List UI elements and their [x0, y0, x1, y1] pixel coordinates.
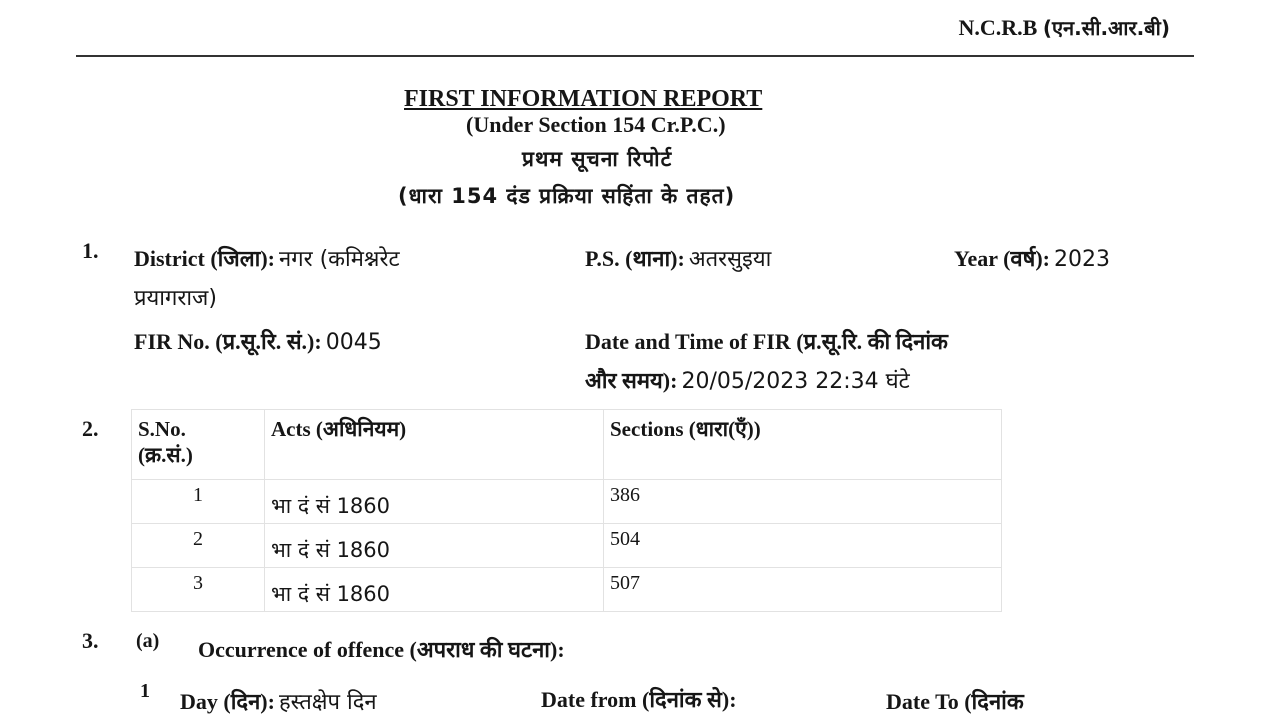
- acts-sections-table: [131, 409, 1002, 612]
- occurrence-item-number: 1: [140, 680, 150, 702]
- act-value: भा दं सं 1860: [271, 538, 391, 562]
- year-label: Year (वर्ष):: [954, 246, 1051, 271]
- sno-cell: [132, 480, 265, 524]
- act-cell: [265, 524, 604, 568]
- sections-header-text: Sections (धारा(एँ)): [610, 417, 761, 441]
- district-field: [134, 243, 400, 273]
- section-cell: [604, 480, 1002, 524]
- fir-datetime-field: [585, 365, 910, 395]
- header-divider: [76, 55, 1194, 57]
- sno-value: 2: [193, 528, 203, 550]
- district-label: District (जिला):: [134, 246, 275, 271]
- ncrb-hi: (एन.सी.आर.बी): [1042, 16, 1170, 40]
- act-value: भा दं सं 1860: [271, 494, 391, 518]
- fir-datetime-label-cont: और समय):: [585, 368, 678, 393]
- section-2-number: 2.: [82, 416, 99, 441]
- sno-header: [132, 410, 265, 480]
- district-value-cont: प्रयागराज): [134, 286, 217, 311]
- ncrb-en: N.C.R.B: [958, 15, 1038, 40]
- act-cell: [265, 568, 604, 612]
- section-value: 507: [610, 572, 640, 594]
- ps-value: अतरसुइया: [688, 247, 772, 272]
- section-3-sub: (a): [136, 630, 160, 652]
- sno-cell: [132, 524, 265, 568]
- occurrence-label: Occurrence of offence (अपराध की घटना):: [198, 637, 565, 662]
- document-title: FIRST INFORMATION REPORT: [404, 86, 763, 112]
- table-row: [132, 568, 1002, 612]
- section-1-number: 1.: [82, 238, 99, 263]
- district-value: नगर (कमिश्नरेट: [278, 247, 400, 272]
- sno-value: 3: [193, 572, 203, 594]
- sections-header: [604, 410, 1002, 480]
- fir-number-field: [134, 326, 382, 356]
- document-subtitle: (Under Section 154 Cr.P.C.): [466, 112, 726, 137]
- year-field: [954, 243, 1110, 273]
- sno-header-en: S.No.: [138, 417, 186, 441]
- fir-datetime-value: 20/05/2023 22:34 घंटे: [681, 369, 910, 394]
- year-value: 2023: [1054, 247, 1111, 272]
- act-cell: [265, 480, 604, 524]
- fir-no-label: FIR No. (प्र.सू.रि. सं.):: [134, 329, 322, 354]
- sno-cell: [132, 568, 265, 612]
- acts-header-text: Acts (अधिनियम): [271, 417, 407, 441]
- date-to-label: Date To (दिनांक: [886, 689, 1024, 714]
- fir-datetime-label: Date and Time of FIR (प्र.सू.रि. की दिनांक: [585, 329, 948, 354]
- document-title-hindi: प्रथम सूचना रिपोर्ट: [522, 147, 673, 171]
- ncrb-header: [959, 14, 1171, 41]
- section-value: 504: [610, 528, 640, 550]
- section-3-number: 3.: [82, 628, 99, 653]
- fir-no-value: 0045: [325, 330, 382, 355]
- acts-header: [265, 410, 604, 480]
- day-value: हस्तक्षेप दिन: [278, 690, 377, 715]
- date-from-label: Date from (दिनांक से):: [541, 687, 737, 712]
- table-header-row: [132, 410, 1002, 480]
- police-station-field: [585, 243, 771, 273]
- table-row: [132, 524, 1002, 568]
- sno-header-hi: (क्र.सं.): [138, 443, 193, 468]
- day-label: Day (दिन):: [180, 689, 275, 714]
- act-value: भा दं सं 1860: [271, 582, 391, 606]
- sno-value: 1: [193, 484, 203, 506]
- day-field: [180, 686, 377, 716]
- ps-label: P.S. (थाना):: [585, 246, 685, 271]
- table-row: [132, 480, 1002, 524]
- document-subtitle-hindi: (धारा 154 दंड प्रक्रिया सहिंता के तहत): [398, 184, 736, 208]
- section-cell: [604, 524, 1002, 568]
- section-cell: [604, 568, 1002, 612]
- section-value: 386: [610, 484, 640, 506]
